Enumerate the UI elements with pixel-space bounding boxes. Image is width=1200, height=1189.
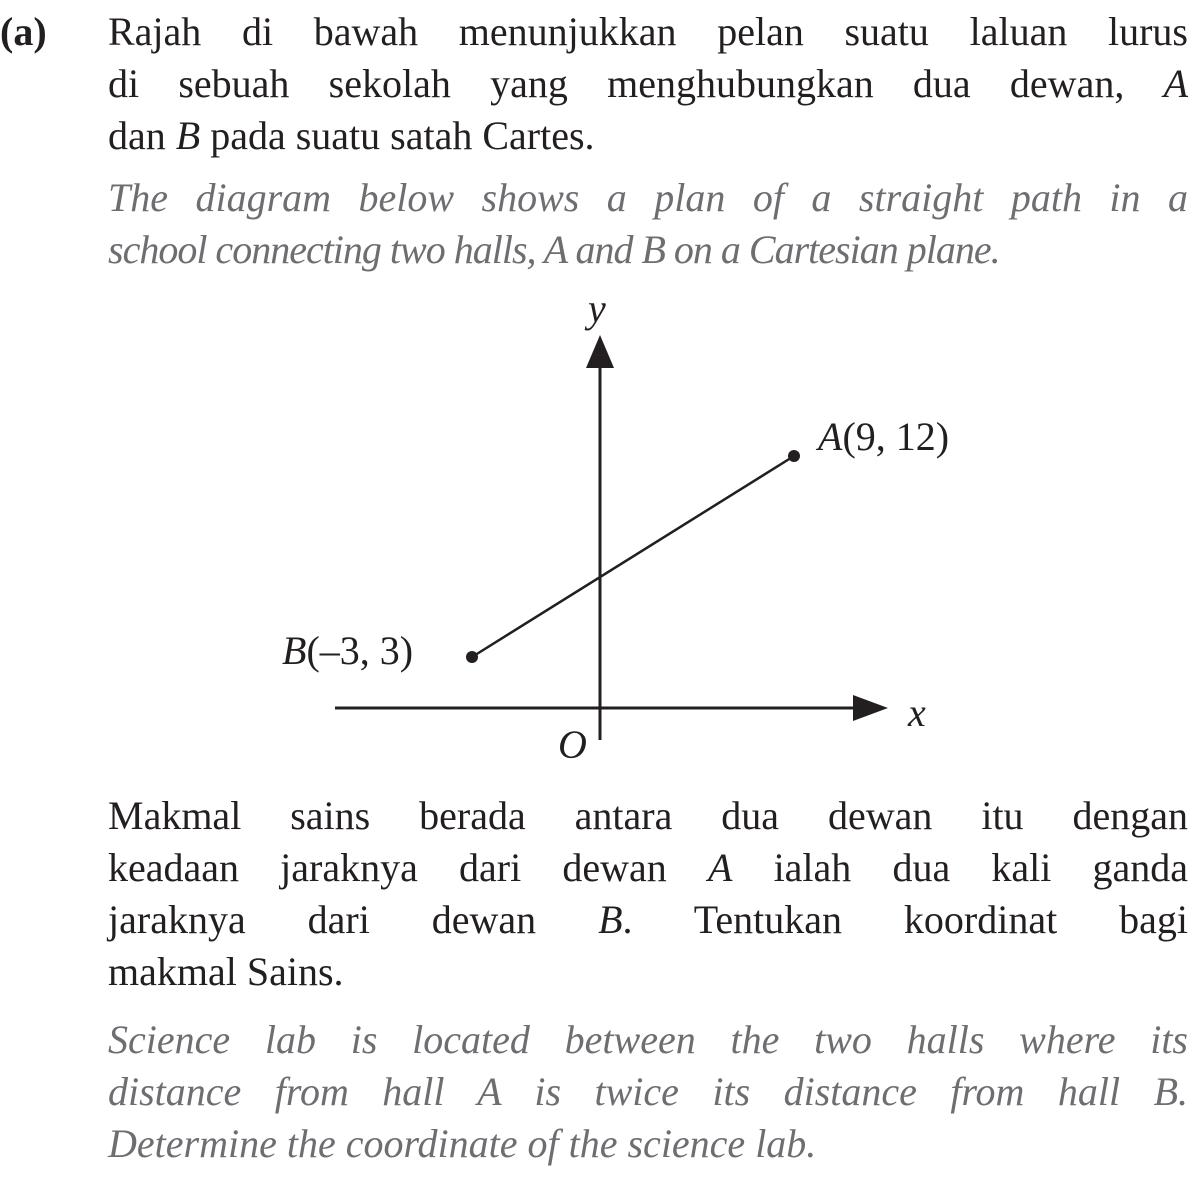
english-intro-line-1: The diagram below shows a plan of a straight path in a (108, 175, 1188, 220)
malay-task (108, 790, 1188, 998)
english-task (108, 1014, 1188, 1170)
malay-task-hall-b: B (598, 897, 623, 942)
origin-label: O (558, 722, 587, 767)
malay-intro-line-2-text: di sebuah sekolah yang menghubungkan dua dewan, (108, 61, 1125, 106)
point-a-label (815, 414, 949, 459)
y-axis-arrowhead (586, 335, 614, 368)
point-a-name: A (818, 414, 843, 459)
malay-task-line-3-post: . Tentukan koordinat bagi (622, 897, 1189, 942)
x-axis-label: x (908, 690, 926, 735)
question-label: (a) (0, 9, 47, 54)
english-task-line-3: Determine the coordinate of the science lab. (108, 1121, 817, 1166)
english-task-line-2: distance from hall A is twice its distance from hall B. (108, 1069, 1188, 1114)
malay-task-hall-a: A (707, 845, 733, 890)
malay-task-line-2-pre: keadaan jaraknya dari dewan (108, 845, 667, 890)
english-task-line-1: Science lab is located between the two halls where its (108, 1017, 1188, 1062)
y-axis-label: y (588, 286, 606, 331)
malay-intro-line-1: Rajah di bawah menunjukkan pelan suatu laluan lurus (108, 9, 1188, 54)
point-b-coords: (–3, 3) (306, 628, 414, 673)
malay-intro-line-3-pre: dan (108, 113, 166, 158)
point-a-coords: (9, 12) (842, 414, 950, 459)
malay-task-line-3-pre: jaraknya dari dewan (108, 897, 537, 942)
x-axis-arrowhead (853, 695, 888, 721)
malay-task-line-2-post: ialah dua kali ganda (773, 845, 1189, 890)
point-b-name: B (282, 628, 307, 673)
point-b-label (282, 628, 413, 673)
path-segment-ab (472, 456, 794, 657)
malay-intro-hall-a: A (1163, 61, 1189, 106)
point-a-dot (788, 450, 800, 462)
malay-intro-hall-b: B (175, 113, 201, 158)
malay-task-line-3 (108, 894, 1188, 946)
malay-task-line-1: Makmal sains berada antara dua dewan itu dengan (108, 793, 1188, 838)
english-intro-line-2: school connecting two halls, A and B on a Cartesian plane. (108, 227, 1000, 272)
malay-task-line-2 (108, 842, 1188, 894)
malay-intro-line-3-post: pada suatu satah Cartes. (210, 113, 595, 158)
malay-task-line-4: makmal Sains. (108, 949, 344, 994)
point-b-dot (466, 651, 478, 663)
